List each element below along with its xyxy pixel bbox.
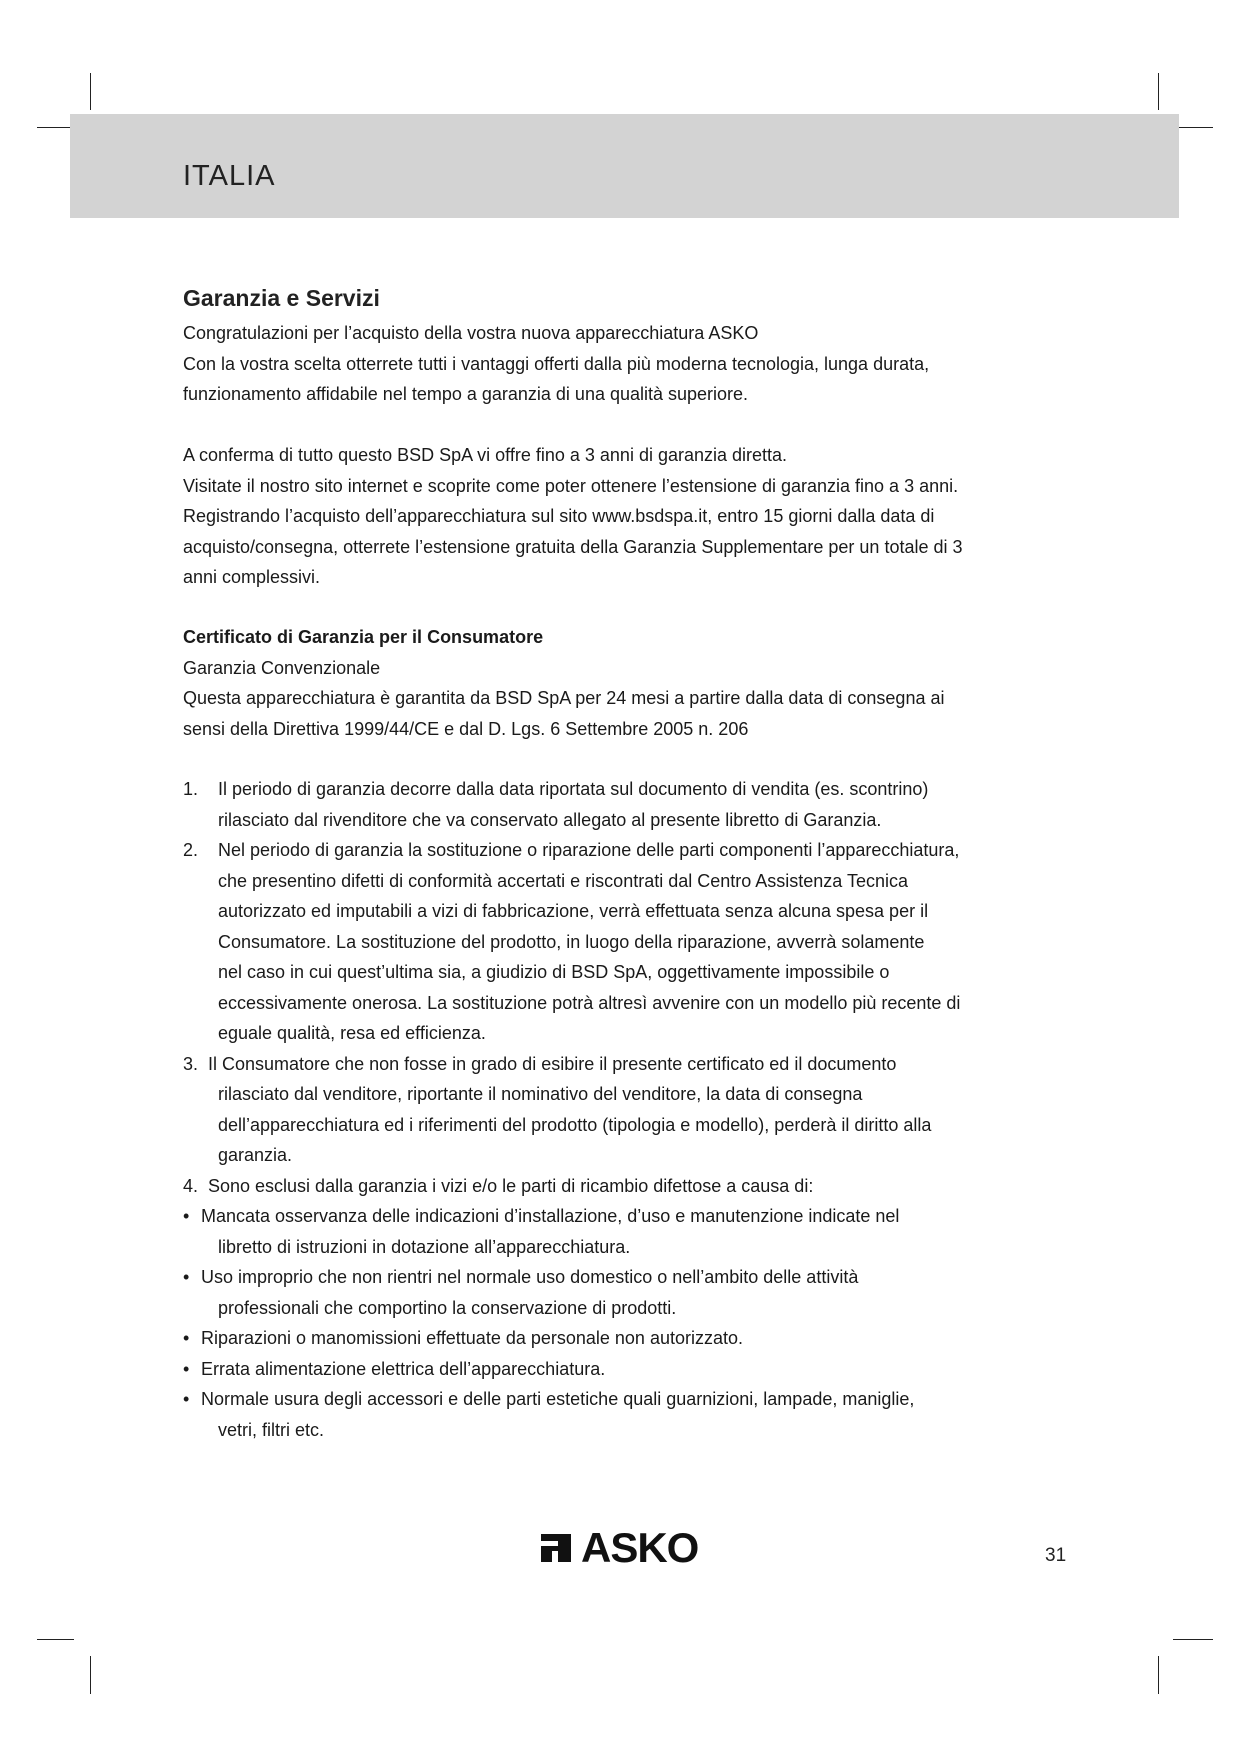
numbered-item xyxy=(183,774,1083,805)
certificate-text-line: Questa apparecchiatura è garantita da BSD SpA per 24 mesi a partire dalla data di consegna ai xyxy=(183,688,945,708)
text-line: A conferma di tutto questo BSD SpA vi offre fino a 3 anni di garanzia diretta. xyxy=(183,445,788,465)
item-text-line: rilasciato dal venditore, riportante il nominativo del venditore, la data di consegna xyxy=(218,1084,863,1104)
item-text-line: dell’apparecchiatura ed i riferimenti del prodotto (tipologia e modello), perderà il diritto alla xyxy=(218,1114,932,1135)
bullet-icon: • xyxy=(183,1389,190,1409)
crop-mark xyxy=(90,73,91,110)
crop-mark xyxy=(90,1656,91,1694)
bullet-text-line: libretto di istruzioni in dotazione all’apparecchiatura. xyxy=(218,1236,631,1257)
country-title: ITALIA xyxy=(183,160,276,192)
item-number: 2. xyxy=(183,840,199,860)
item-text-line: eccessivamente onerosa. La sostituzione potrà altresì avvenire con un modello più recente di xyxy=(218,992,961,1013)
item-text-line: garanzia. xyxy=(218,1145,293,1165)
item-text-line: nel caso in cui quest’ultima sia, a giudizio di BSD SpA, oggettivamente impossibile o xyxy=(218,962,890,982)
item-text-line: rilasciato dal rivenditore che va conservato allegato al presente libretto di Garanzia. xyxy=(218,809,882,830)
bullet-item xyxy=(183,1262,1083,1293)
item-text-line: Consumatore. La sostituzione del prodotto, in luogo della riparazione, avverrà solamente xyxy=(218,931,925,952)
section-title: Garanzia e Servizi xyxy=(183,285,380,311)
text-line: Con la vostra scelta otterrete tutti i vantaggi offerti dalla più moderna tecnologia, lunga durata, xyxy=(183,353,930,374)
text-line: Congratulazioni per l’acquisto della vostra nuova apparecchiatura ASKO xyxy=(183,323,759,343)
crop-mark xyxy=(1173,1639,1213,1640)
asko-logo xyxy=(539,1524,698,1572)
crop-mark xyxy=(37,1639,74,1640)
bullet-icon: • xyxy=(183,1358,190,1379)
bullet-item xyxy=(183,1201,1083,1232)
bullet-text: Mancata osservanza delle indicazioni d’installazione, d’uso e manutenzione indicate nel xyxy=(201,1206,900,1226)
asko-logo-icon xyxy=(539,1531,573,1565)
bullet-icon: • xyxy=(183,1328,190,1348)
header-band xyxy=(70,114,1179,218)
item-number: 4. xyxy=(183,1175,199,1196)
bullet-text: Uso improprio che non rientri nel normale uso domestico o nell’ambito delle attività xyxy=(201,1267,859,1287)
intro-paragraph xyxy=(183,318,1083,410)
bullet-icon: • xyxy=(183,1267,190,1287)
item-text-line: autorizzato ed imputabili a vizi di fabbricazione, verrà effettuata senza alcuna spesa per il xyxy=(218,901,929,921)
bullet-text: Riparazioni o manomissioni effettuate da personale non autorizzato. xyxy=(201,1328,743,1348)
item-text-line: che presentino difetti di conformità accertati e riscontrati dal Centro Assistenza Tecnica xyxy=(218,870,909,891)
bullet-text-line: professionali che comportino la conservazione di prodotti. xyxy=(218,1297,677,1318)
bullet-text: Normale usura degli accessori e delle parti estetiche quali guarnizioni, lampade, maniglie, xyxy=(201,1389,915,1409)
item-number: 1. xyxy=(183,779,199,799)
item-text-line: eguale qualità, resa ed efficienza. xyxy=(218,1023,486,1043)
item-number: 3. xyxy=(183,1053,199,1074)
crop-mark xyxy=(37,127,74,128)
bullet-item xyxy=(183,1354,1083,1385)
crop-mark xyxy=(1173,127,1213,128)
page-number: 31 xyxy=(1045,1545,1067,1566)
bullet-item xyxy=(183,1323,1083,1354)
text-line: anni complessivi. xyxy=(183,567,321,587)
text-line: Registrando l’acquisto dell’apparecchiatura sul sito www.bsdspa.it, entro 15 giorni dalla data di xyxy=(183,506,935,526)
certificate-section xyxy=(183,622,1083,744)
item-text: Nel periodo di garanzia la sostituzione o riparazione delle parti componenti l’apparecchiatura, xyxy=(218,840,960,860)
crop-mark xyxy=(1158,1656,1159,1694)
text-line: acquisto/consegna, otterrete l’estensione gratuita della Garanzia Supplementare per un totale di 3 xyxy=(183,536,963,557)
item-text: Il periodo di garanzia decorre dalla data riportata sul documento di vendita (es. scontrino) xyxy=(218,779,929,799)
crop-mark xyxy=(1158,73,1159,110)
certificate-subheading: Garanzia Convenzionale xyxy=(183,657,381,678)
item-text: Il Consumatore che non fosse in grado di esibire il presente certificato ed il documento xyxy=(208,1053,897,1074)
terms-list xyxy=(183,774,1083,1445)
numbered-item xyxy=(183,1171,1083,1202)
bullet-text-line: vetri, filtri etc. xyxy=(218,1419,325,1440)
certificate-heading: Certificato di Garanzia per il Consumatore xyxy=(183,627,544,647)
certificate-text-line: sensi della Direttiva 1999/44/CE e dal D. Lgs. 6 Settembre 2005 n. 206 xyxy=(183,718,749,739)
bullet-icon: • xyxy=(183,1206,190,1226)
confirm-paragraph xyxy=(183,440,1083,593)
numbered-item xyxy=(183,1049,1083,1080)
numbered-item xyxy=(183,835,1083,866)
logo-text: ASKO xyxy=(581,1524,699,1571)
text-line: Visitate il nostro sito internet e scoprite come poter ottenere l’estensione di garanzia fino a 3 anni. xyxy=(183,475,959,496)
text-line: funzionamento affidabile nel tempo a garanzia di una qualità superiore. xyxy=(183,384,749,404)
item-text: Sono esclusi dalla garanzia i vizi e/o le parti di ricambio difettose a causa di: xyxy=(208,1175,814,1196)
bullet-item xyxy=(183,1384,1083,1415)
bullet-text: Errata alimentazione elettrica dell’apparecchiatura. xyxy=(201,1358,606,1379)
